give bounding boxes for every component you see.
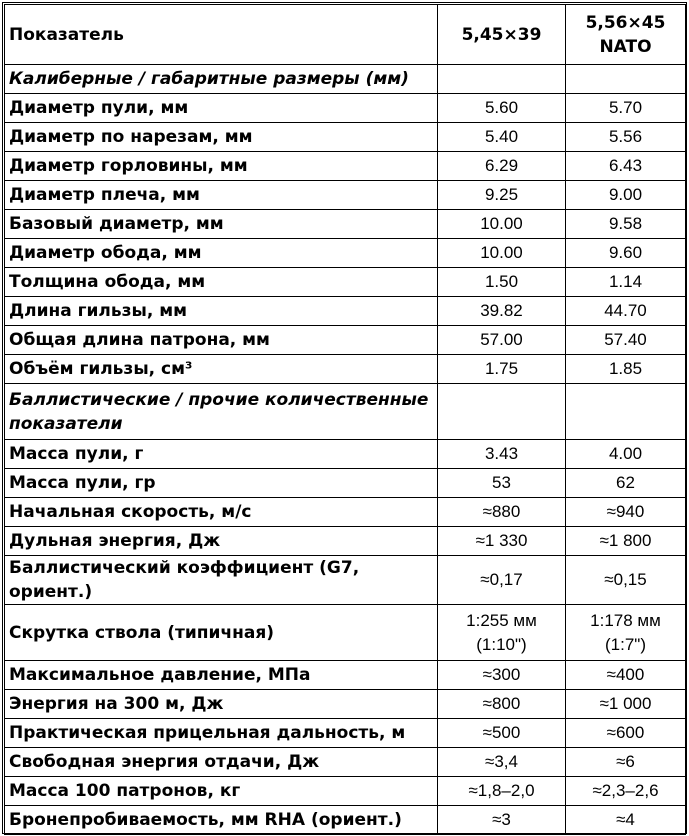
row-label: Диаметр горловины, мм: [5, 152, 438, 181]
value-a-line1: 1:255 мм: [466, 610, 537, 630]
value-b-line2: (1:7"): [605, 634, 646, 654]
table-row: [5, 469, 686, 498]
table-row: [5, 239, 686, 268]
section-row-ballistics: [5, 384, 686, 440]
value-b: 62: [566, 469, 686, 498]
row-label: Длина гильзы, мм: [5, 297, 438, 326]
row-label: Объём гильзы, см³: [5, 355, 438, 384]
table-row: [5, 661, 686, 690]
section-title: Баллистические / прочие количественные показатели: [5, 384, 438, 440]
value-b: 9.60: [566, 239, 686, 268]
table-row: [5, 527, 686, 556]
value-b: ≈400: [566, 661, 686, 690]
table-row: [5, 498, 686, 527]
value-b: [566, 605, 686, 661]
value-b: 5.70: [566, 94, 686, 123]
value-b: 1.85: [566, 355, 686, 384]
value-b: 9.58: [566, 210, 686, 239]
value-b: 5.56: [566, 123, 686, 152]
table-row: [5, 355, 686, 384]
value-a: 5.40: [438, 123, 566, 152]
value-a: ≈880: [438, 498, 566, 527]
value-a: 57.00: [438, 326, 566, 355]
section-row-dimensions: [5, 65, 686, 94]
value-a: 10.00: [438, 210, 566, 239]
value-a: 5.60: [438, 94, 566, 123]
value-a: 1.75: [438, 355, 566, 384]
header-row: [5, 5, 686, 65]
table-row: [5, 181, 686, 210]
row-label: Масса 100 патронов, кг: [5, 777, 438, 806]
row-label: Дульная энергия, Дж: [5, 527, 438, 556]
table-row: [5, 690, 686, 719]
header-cartridge-b-line1: 5,56×45: [585, 12, 666, 33]
value-b: 6.43: [566, 152, 686, 181]
value-a: ≈0,17: [438, 556, 566, 605]
header-cartridge-b: [566, 5, 686, 65]
row-label: Масса пули, гр: [5, 469, 438, 498]
value-b: ≈6: [566, 748, 686, 777]
value-b: ≈1 000: [566, 690, 686, 719]
value-a: 53: [438, 469, 566, 498]
table-row: [5, 326, 686, 355]
table-row: [5, 777, 686, 806]
value-a: 3.43: [438, 440, 566, 469]
row-label: Диаметр пули, мм: [5, 94, 438, 123]
section-title: Калиберные / габаритные размеры (мм): [5, 65, 438, 94]
row-label: Масса пули, г: [5, 440, 438, 469]
row-label: Диаметр по нарезам, мм: [5, 123, 438, 152]
row-label: Скрутка ствола (типичная): [5, 605, 438, 661]
table-row: [5, 123, 686, 152]
row-label: Бронепробиваемость, мм RHA (ориент.): [5, 806, 438, 835]
value-a: 39.82: [438, 297, 566, 326]
row-label: Максимальное давление, МПа: [5, 661, 438, 690]
row-label: Диаметр обода, мм: [5, 239, 438, 268]
value-a: ≈1,8–2,0: [438, 777, 566, 806]
value-a: ≈1 330: [438, 527, 566, 556]
row-label: Баллистический коэффициент (G7, ориент.): [5, 556, 438, 605]
row-label: Практическая прицельная дальность, м: [5, 719, 438, 748]
table-row: [5, 556, 686, 605]
value-a: ≈3: [438, 806, 566, 835]
value-b: ≈2,3–2,6: [566, 777, 686, 806]
row-label: Толщина обода, мм: [5, 268, 438, 297]
value-a: 6.29: [438, 152, 566, 181]
value-a: 9.25: [438, 181, 566, 210]
table-row: [5, 94, 686, 123]
row-label: Энергия на 300 м, Дж: [5, 690, 438, 719]
value-b: ≈600: [566, 719, 686, 748]
cartridge-comparison-table: [4, 4, 686, 835]
table-row: [5, 605, 686, 661]
value-a: [438, 605, 566, 661]
value-b: ≈0,15: [566, 556, 686, 605]
table-row: [5, 152, 686, 181]
row-label: Общая длина патрона, мм: [5, 326, 438, 355]
table-row: [5, 268, 686, 297]
row-label: Свободная энергия отдачи, Дж: [5, 748, 438, 777]
value-a: ≈800: [438, 690, 566, 719]
value-b-line1: 1:178 мм: [590, 610, 661, 630]
value-a: 10.00: [438, 239, 566, 268]
header-cartridge-a: 5,45×39: [438, 5, 566, 65]
value-a: 1.50: [438, 268, 566, 297]
table-row: [5, 210, 686, 239]
value-b: 44.70: [566, 297, 686, 326]
value-b: 57.40: [566, 326, 686, 355]
value-b: ≈1 800: [566, 527, 686, 556]
value-b: ≈940: [566, 498, 686, 527]
table-row: [5, 806, 686, 835]
value-a: ≈3,4: [438, 748, 566, 777]
header-cartridge-b-line2: NATO: [599, 36, 652, 57]
row-label: Начальная скорость, м/с: [5, 498, 438, 527]
row-label: Базовый диаметр, мм: [5, 210, 438, 239]
table-row: [5, 748, 686, 777]
value-a-line2: (1:10"): [476, 634, 527, 654]
value-b: 9.00: [566, 181, 686, 210]
table-row: [5, 440, 686, 469]
table-row: [5, 719, 686, 748]
value-a: ≈500: [438, 719, 566, 748]
header-label-cell: Показатель: [5, 5, 438, 65]
value-a: ≈300: [438, 661, 566, 690]
row-label: Диаметр плеча, мм: [5, 181, 438, 210]
value-b: 1.14: [566, 268, 686, 297]
value-b: 4.00: [566, 440, 686, 469]
value-b: ≈4: [566, 806, 686, 835]
table-row: [5, 297, 686, 326]
